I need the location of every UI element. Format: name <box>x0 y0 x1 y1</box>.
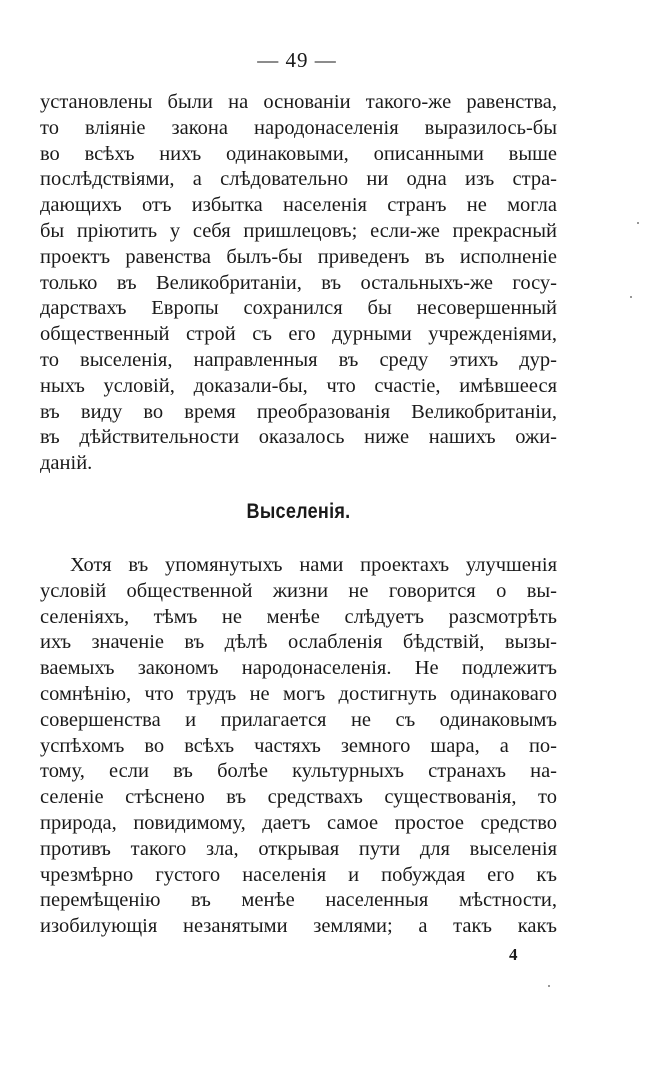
text-line: селеніе стѣснено въ средствахъ существованія, то <box>40 786 557 809</box>
text-line: во всѣхъ нихъ одинаковыми, описанными выше <box>40 142 557 165</box>
text-line: совершенства и прилагается не съ одинаковымъ <box>40 708 557 731</box>
text-line: то вліяніе закона народонаселенія выразилось-бы <box>40 116 557 139</box>
text-line: бы пріютить у себя пришлецовъ; если-же прекрасный <box>40 219 557 242</box>
text-line: дающихъ отъ избытка населенія странъ не могла <box>40 194 557 217</box>
text-line: послѣдствіями, а слѣдовательно ни одна изъ стра- <box>40 168 557 191</box>
text-line: ихъ значеніе въ дѣлѣ ослабленія бѣдствій, вызы- <box>40 631 557 654</box>
text-line: даній. <box>40 452 93 475</box>
text-line: только въ Великобританіи, въ остальныхъ-же госу- <box>40 271 557 294</box>
text-line: селеніяхъ, тѣмъ не менѣе слѣдуетъ разсмотрѣть <box>40 605 557 628</box>
text-line: сомнѣнію, что трудъ не могъ достигнуть одинаковаго <box>40 682 557 705</box>
paragraph-continued <box>40 90 557 477</box>
section-heading: Выселенія. <box>246 500 351 523</box>
section-paragraph <box>40 553 557 940</box>
text-line: Хотя въ упомянутыхъ нами проектахъ улучшенія <box>70 554 557 576</box>
text-line: общественный строй съ его дурными учрежденіями, <box>40 323 557 346</box>
text-line: ваемыхъ закономъ народонаселенія. Не подлежитъ <box>40 657 557 680</box>
text-line: успѣхомъ во всѣхъ частяхъ земного шара, а по- <box>40 734 557 757</box>
text-line: перемѣщенію въ менѣе населенныя мѣстности, <box>40 889 557 912</box>
text-line: въ виду во время преобразованія Великобританіи, <box>40 400 557 423</box>
text-line: тому, если въ болѣе культурныхъ странахъ на- <box>40 760 557 783</box>
text-line: природа, повидимому, даетъ самое простое средство <box>40 811 557 834</box>
print-speck <box>548 985 550 987</box>
text-line: ныхъ условій, доказали-бы, что счастіе, имѣвшееся <box>40 374 557 397</box>
text-line: установлены были на основаніи такого-же равенства, <box>40 91 557 113</box>
text-line: противъ такого зла, открывая пути для выселенія <box>40 837 557 860</box>
text-line: условій общественной жизни не говорится о вы- <box>40 579 557 602</box>
page-number: — 49 — <box>257 48 337 72</box>
text-line: то выселенія, направленныя въ среду этихъ дур- <box>40 348 557 371</box>
text-line: въ дѣйствительности оказалось ниже нашихъ ожи- <box>40 426 557 449</box>
text-line: чрезмѣрно густого населенія и побуждая его къ <box>40 863 557 886</box>
text-line: проектъ равенства былъ-бы приведенъ въ исполненіе <box>40 245 557 268</box>
text-line: изобилующія незанятыми землями; а такъ какъ <box>40 915 557 938</box>
text-line: дарствахъ Европы сохранился бы несовершенный <box>40 297 557 320</box>
print-speck <box>637 222 639 224</box>
print-speck <box>630 296 632 298</box>
signature-mark: 4 <box>509 945 518 964</box>
